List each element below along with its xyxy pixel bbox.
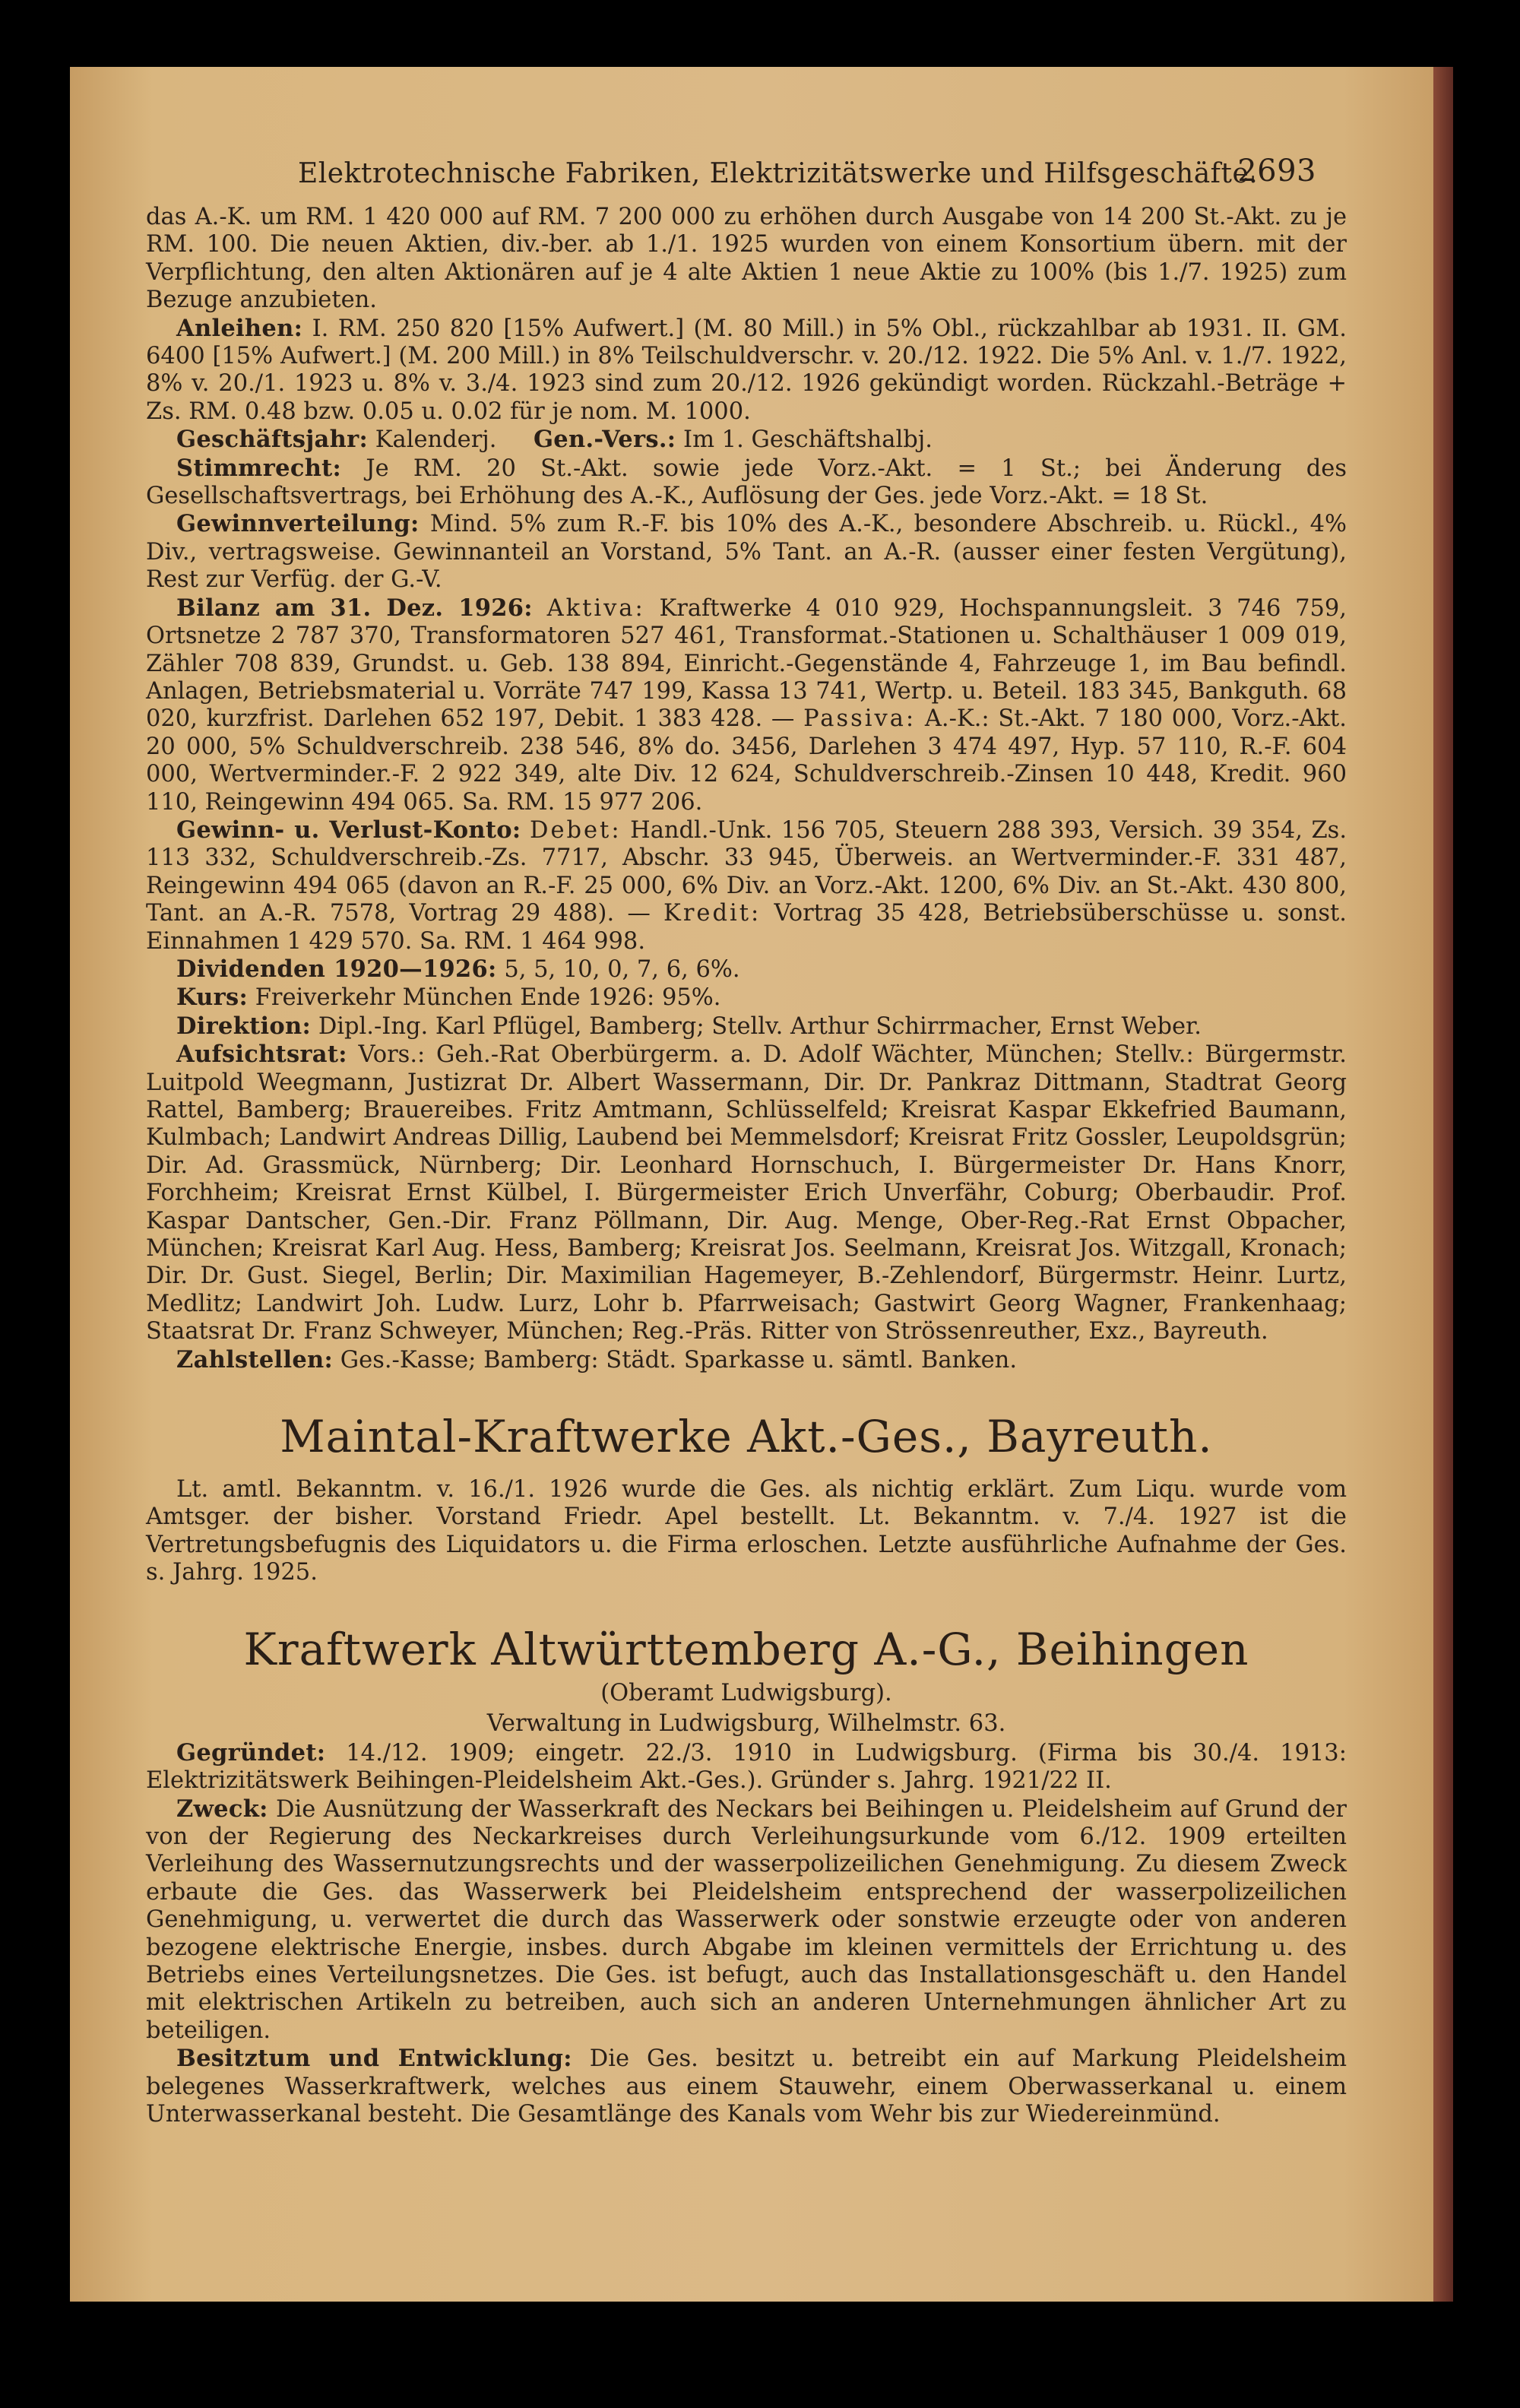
gewinnverteilung-paragraph: Gewinnverteilung: Mind. 5% zum R.-F. bis 10% des A.-K., besondere Abschreib. u. Rückl., 4% Div., vertragsweise. Gewinnanteil an Vorstand, 5% Tant. an A.-R. (ausser einer festen Vergütung), Rest zur Verfüg. der G.-V. [146,510,1347,594]
page-edge [1433,67,1453,2302]
geschaeftsjahr-paragraph: Geschäftsjahr: Kalenderj. Gen.-Vers.: Im 1. Geschäftshalbj. [176,426,933,454]
page-number: 2693 [1237,154,1316,189]
maintal-paragraph: Lt. amtl. Bekanntm. v. 16./1. 1926 wurde die Ges. als nichtig erklärt. Zum Liqu. wurde vom Amtsger. der bisher. Vorstand Friedr. Apel bestellt. Lt. Bekanntm. v. 7./4. 1927 ist die Vertretungsbefugnis des Liquidators u. die Firma erloschen. Letzte ausführliche Aufnahme der Ges. s. Jahrg. 1925. [146,1476,1347,1586]
verwaltung-line: Verwaltung in Ludwigsburg, Wilhelmstr. 63. [486,1709,1006,1737]
intro-paragraph: das A.-K. um RM. 1 420 000 auf RM. 7 200 000 zu erhöhen durch Ausgabe von 14 200 St.-Akt. zu je RM. 100. Die neuen Aktien, div.-ber. ab 1./1. 1925 wurden von einem Konsortium übern. mit der Verpflichtung, den alten Aktionären auf je 4 alte Aktien 1 neue Aktie zu 100% (bis 1./7. 1925) zum Bezuge anzubieten. [146,204,1347,314]
entry-maintal [146,1476,1347,1587]
zahlstellen-paragraph: Zahlstellen: Ges.-Kasse; Bamberg: Städt. Sparkasse u. sämtl. Banken. [176,1345,1018,1374]
section-heading-altwuerttemberg: Kraftwerk Altwürttemberg A.-G., Beihingen [243,1623,1249,1675]
kurs-paragraph: Kurs: Freiverkehr München Ende 1926: 95%. [176,984,721,1012]
entry-continued [146,204,1347,1374]
aufsichtsrat-paragraph: Aufsichtsrat: Vors.: Geh.-Rat Oberbürgerm. a. D. Adolf Wächter, München; Stellv.: Bürgermstr. Luitpold Weegmann, Justizrat Dr. Albert Wassermann, Dir. Dr. Pankraz Dittmann, Stadtrat Georg Rattel, Bamberg; Brauereibes. Fritz Amtmann, Schlüsselfeld; Kreisrat Kaspar Ekkefried Baumann, Kulmbach; Landwirt Andreas Dillig, Laubend bei Memmelsdorf; Kreisrat Fritz Gossler, Leupoldsgrün; Dir. Ad. Grassmück, Nürnberg; Dir. Leonhard Hornschuch, I. Bürgermeister Dr. Hans Knorr, Forchheim; Kreisrat Ernst Külbel, I. Bürgermeister Erich Unverfähr, Coburg; Oberbaudir. Prof. Kaspar Dantscher, Gen.-Dir. Franz Pöllmann, Dir. Aug. Menge, Ober-Reg.-Rat Ernst Obpacher, München; Kreisrat Karl Aug. Hess, Bamberg; Kreisrat Jos. Seelmann, Kreisrat Jos. Witzgall, Kronach; Dir. Dr. Gust. Siegel, Berlin; Dir. Maximilian Hagemeyer, B.-Zehlendorf, Bürgermstr. Heinr. Lurtz, Medlitz; Landwirt Joh. Ludw. Lurz, Lohr b. Pfarrweisach; Gastwirt Georg Wagner, Frankenhaag; Staatsrat Dr. Franz Schweyer, München; Reg.-Präs. Ritter von Strössenreuther, Exz., Bayreuth. [146,1041,1347,1345]
direktion-paragraph: Direktion: Dipl.-Ing. Karl Pflügel, Bamberg; Stellv. Arthur Schirrmacher, Ernst Weber. [176,1012,1202,1040]
entry-altwuerttemberg [146,1739,1347,2129]
anleihen-paragraph: Anleihen: I. RM. 250 820 [15% Aufwert.] (M. 80 Mill.) in 5% Obl., rückzahlbar ab 1931. II. GM. 6400 [15% Aufwert.] (M. 200 Mill.) in 8% Teilschuldverschr. v. 20./12. 1922. Die 5% Anl. v. 1./7. 1922, 8% v. 20./1. 1923 u. 8% v. 3./4. 1923 sind zum 20./12. 1926 gekündigt worden. Rückzahl.-Beträge + Zs. RM. 0.48 bzw. 0.05 u. 0.02 für je nom. M. 1000. [146,314,1347,425]
page-content [146,154,1347,2128]
section-subheading: (Oberamt Ludwigsburg). [600,1679,892,1706]
stimmrecht-paragraph: Stimmrecht: Je RM. 20 St.-Akt. sowie jede Vorz.-Akt. = 1 St.; bei Änderung des Gesellschaftsvertrags, bei Erhöhung des A.-K., Auflösung der Ges. jede Vorz.-Akt. = 18 St. [146,454,1347,510]
running-title: Elektrotechnische Fabriken, Elektrizitätswerke und Hilfsgeschäfte. [298,158,1259,189]
book-page [70,67,1453,2302]
bilanz-paragraph: Bilanz am 31. Dez. 1926: Aktiva: Kraftwerke 4 010 929, Hochspannungsleit. 3 746 759, Ortsnetze 2 787 370, Transformatoren 527 461, Transformat.-Stationen u. Schalthäuser 1 009 019, Zähler 708 839, Grundst. u. Geb. 138 894, Einricht.-Gegenstände 4, Fahrzeuge 1, im Bau befindl. Anlagen, Betriebsmaterial u. Vorräte 747 199, Kassa 13 741, Wertp. u. Beteil. 183 345, Bankguth. 68 020, kurzfrist. Darlehen 652 197, Debit. 1 383 428. — Passiva: A.-K.: St.-Akt. 7 180 000, Vorz.-Akt. 20 000, 5% Schuldverschreib. 238 546, 8% do. 3456, Darlehen 3 474 497, Hyp. 57 110, R.-F. 604 000, Wertverminder.-F. 2 922 349, alte Div. 12 624, Schuldverschreib.-Zinsen 10 448, Kredit. 960 110, Reingewinn 494 065. Sa. RM. 15 977 206. [146,594,1347,816]
section-heading-maintal: Maintal-Kraftwerke Akt.-Ges., Bayreuth. [280,1411,1213,1463]
guv-paragraph: Gewinn- u. Verlust-Konto: Debet: Handl.-Unk. 156 705, Steuern 288 393, Versich. 39 354, Zs. 113 332, Schuldverschreib.-Zs. 7717, Abschr. 33 945, Überweis. an Wertverminder.-F. 331 487, Reingewinn 494 065 (davon an R.-F. 25 000, 6% Div. an Vorz.-Akt. 1200, 6% Div. an St.-Akt. 430 800, Tant. an A.-R. 7578, Vortrag 29 488). — Kredit: Vortrag 35 428, Betriebsüberschüsse u. sonst. Einnahmen 1 429 570. Sa. RM. 1 464 998. [146,816,1347,955]
gegruendet-paragraph: Gegründet: 14./12. 1909; eingetr. 22./3. 1910 in Ludwigsburg. (Firma bis 30./4. 1913: Elektrizitätswerk Beihingen-Pleidelsheim Akt.-Ges.). Gründer s. Jahrg. 1921/22 II. [146,1738,1347,1795]
besitz-paragraph: Besitztum und Entwicklung: Die Ges. besitzt u. betreibt ein auf Markung Pleidelsheim belegenes Wasserkraftwerk, welches aus einem Stauwehr, einem Oberwasserkanal u. einem Unterwasserkanal besteht. Die Gesamtlänge des Kanals vom Wehr bis zur Wiedereinmünd. [146,2045,1347,2128]
running-head [146,154,1347,204]
dividenden-paragraph: Dividenden 1920—1926: 5, 5, 10, 0, 7, 6, 6%. [176,955,740,983]
zweck-paragraph: Zweck: Die Ausnützung der Wasserkraft des Neckars bei Beihingen u. Pleidelsheim auf Grund der von der Regierung des Neckarkreises durch Verleihungsurkunde vom 6./12. 1909 erteilten Verleihung des Wassernutzungsrechts und der wasserpolizeilichen Genehmigung. Zu diesem Zweck erbaute die Ges. das Wasserwerk bei Pleidelsheim entsprechend der wasserpolizeilichen Genehmigung, u. verwertet die durch das Wasserwerk oder sonstwie erzeugte oder von anderen bezogene elektrische Energie, insbes. durch Abgabe im kleinen vermittels der Errichtung u. des Betriebs eines Verteilungsnetzes. Die Ges. ist befugt, auch das Installationsgeschäft u. den Handel mit elektrischen Artikeln zu betreiben, auch sich an anderen Unternehmungen ähnlicher Art zu beteiligen. [146,1795,1347,2044]
